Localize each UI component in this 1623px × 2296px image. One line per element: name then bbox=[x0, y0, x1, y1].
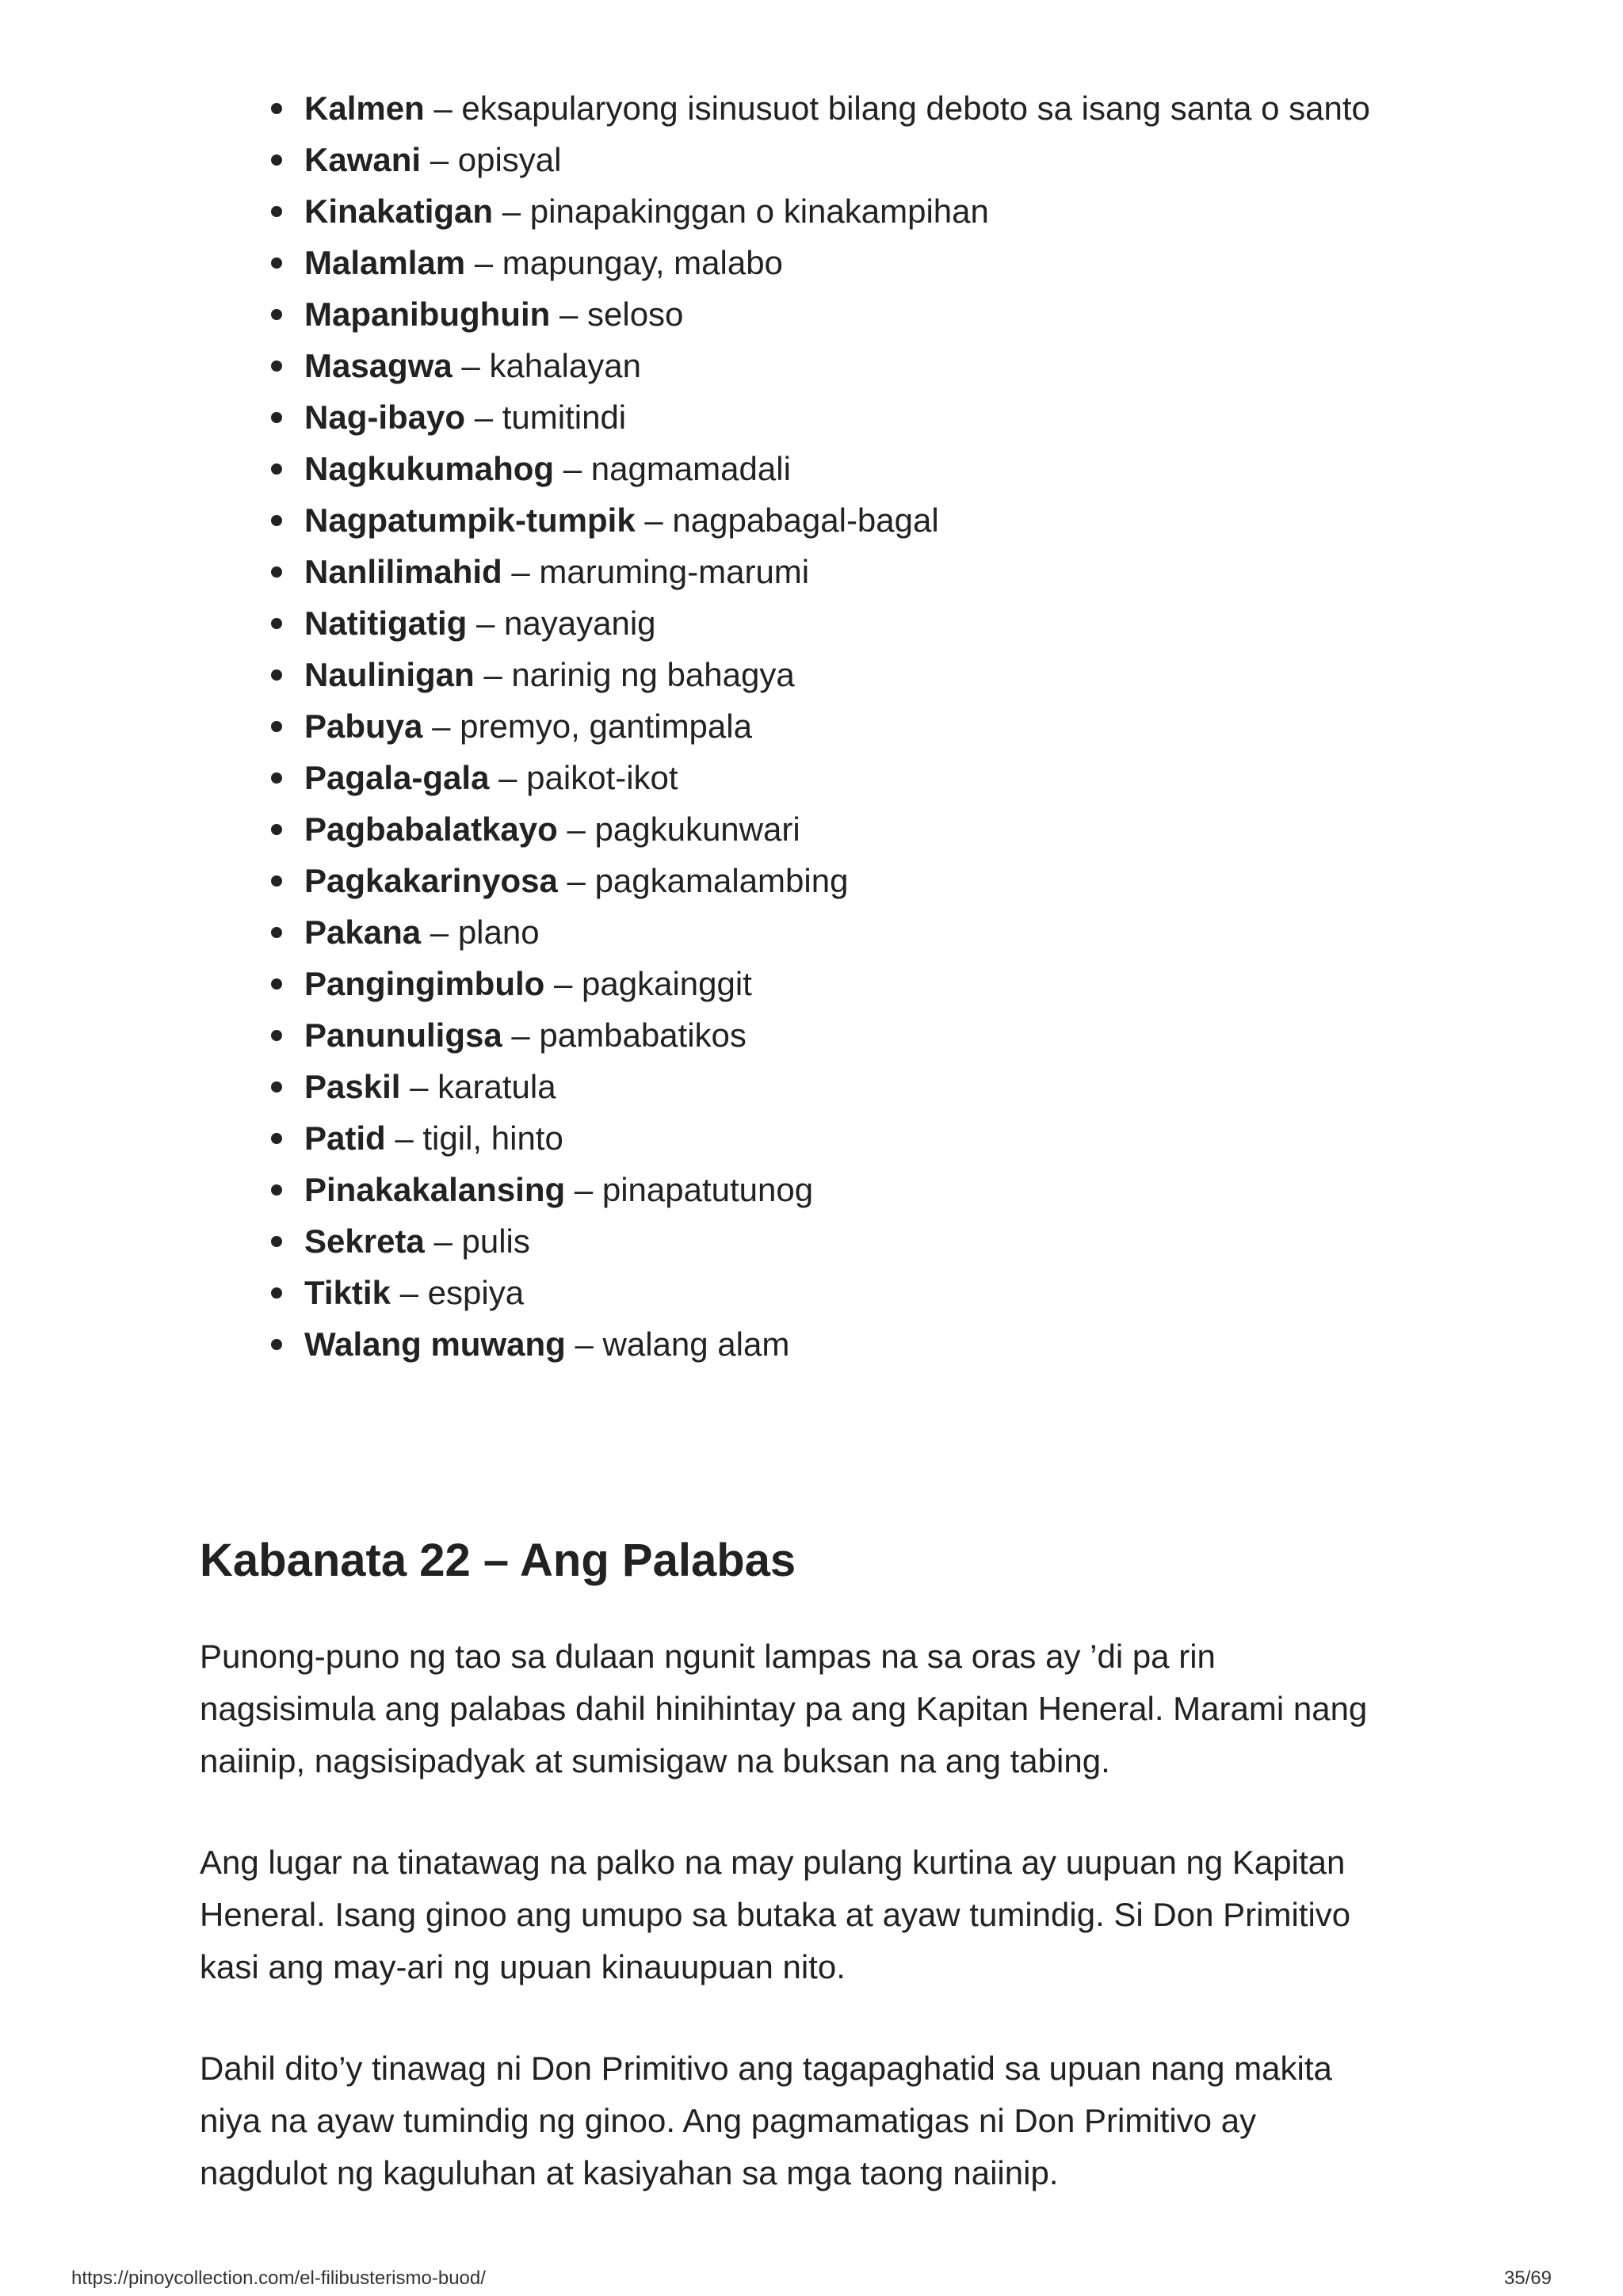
page-number: 35/69 bbox=[1503, 2267, 1552, 2289]
separator: – bbox=[385, 1119, 423, 1157]
separator: – bbox=[502, 553, 540, 590]
bullet-icon bbox=[271, 257, 282, 269]
bullet-icon bbox=[271, 1184, 282, 1196]
bullet-icon bbox=[271, 618, 282, 629]
bullet-icon bbox=[271, 824, 282, 835]
glossary-definition: narinig ng bahagya bbox=[511, 656, 795, 693]
separator: – bbox=[557, 862, 595, 899]
glossary-term: Natitigatig bbox=[304, 605, 468, 642]
glossary-item bbox=[262, 1009, 1450, 1061]
glossary-definition: seloso bbox=[587, 296, 684, 333]
glossary-term: Nanlilimahid bbox=[304, 553, 502, 590]
bullet-icon bbox=[271, 515, 282, 526]
glossary-definition: pinapakinggan o kinakampihan bbox=[529, 193, 989, 230]
glossary-definition: pagkamalambing bbox=[594, 862, 849, 899]
bullet-icon bbox=[271, 360, 282, 372]
bullet-icon bbox=[271, 309, 282, 320]
glossary-item bbox=[262, 597, 1450, 649]
glossary-item bbox=[262, 82, 1450, 134]
bullet-icon bbox=[271, 1030, 282, 1041]
bullet-icon bbox=[271, 103, 282, 114]
separator: – bbox=[474, 656, 512, 693]
glossary-term: Nag-ibayo bbox=[304, 399, 466, 436]
glossary-definition: eksapularyong isinusuot bilang deboto sa isang santa o santo bbox=[461, 90, 1370, 127]
separator: – bbox=[452, 347, 490, 384]
glossary-definition: tumitindi bbox=[502, 399, 627, 436]
glossary-term: Kalmen bbox=[304, 90, 425, 127]
separator: – bbox=[554, 450, 591, 487]
glossary-item bbox=[262, 803, 1450, 855]
separator: – bbox=[465, 244, 502, 281]
glossary-item bbox=[262, 391, 1450, 443]
paragraph-line: nagdulot ng kaguluhan at kasiyahan sa mga taong naiinip. bbox=[200, 2154, 1059, 2191]
bullet-icon bbox=[271, 154, 282, 166]
glossary-definition: nagpabagal-bagal bbox=[672, 502, 939, 539]
paragraph-line: naiinip, nagsisipadyak at sumisigaw na buksan na ang tabing. bbox=[200, 1742, 1110, 1779]
section-heading: Kabanata 22 – Ang Palabas bbox=[200, 1535, 796, 1586]
bullet-icon bbox=[271, 1133, 282, 1144]
glossary-term: Nagpatumpik-tumpik bbox=[304, 502, 636, 539]
glossary-term: Pagbabalatkayo bbox=[304, 810, 558, 848]
separator: – bbox=[565, 1171, 602, 1208]
glossary-definition: premyo, gantimpala bbox=[460, 707, 752, 745]
glossary-item bbox=[262, 958, 1450, 1009]
glossary-item bbox=[262, 288, 1450, 340]
bullet-icon bbox=[271, 206, 282, 217]
glossary-term: Naulinigan bbox=[304, 656, 475, 693]
glossary-item bbox=[262, 855, 1450, 906]
glossary-item bbox=[262, 134, 1450, 185]
glossary-definition: espiya bbox=[427, 1274, 525, 1311]
glossary-term: Pakana bbox=[304, 913, 422, 951]
glossary-item bbox=[262, 546, 1450, 597]
glossary-item bbox=[262, 752, 1450, 803]
glossary-term: Pangingimbulo bbox=[304, 965, 545, 1002]
bullet-icon bbox=[271, 1081, 282, 1093]
paragraph-line: nagsisimula ang palabas dahil hinihintay pa ang Kapitan Heneral. Marami nang bbox=[200, 1690, 1368, 1727]
separator: – bbox=[502, 1016, 540, 1054]
glossary-term: Malamlam bbox=[304, 244, 466, 281]
glossary-item bbox=[262, 649, 1450, 700]
bullet-icon bbox=[271, 927, 282, 938]
glossary-term: Masagwa bbox=[304, 347, 453, 384]
bullet-icon bbox=[271, 772, 282, 784]
glossary-definition: pagkukunwari bbox=[594, 810, 800, 848]
glossary-definition: nagmamadali bbox=[590, 450, 791, 487]
glossary-term: Walang muwang bbox=[304, 1325, 566, 1363]
glossary-term: Tiktik bbox=[304, 1274, 391, 1311]
bullet-icon bbox=[271, 566, 282, 578]
separator: – bbox=[400, 1068, 438, 1105]
glossary-definition: pulis bbox=[461, 1222, 530, 1260]
separator: – bbox=[421, 141, 458, 178]
glossary-definition: plano bbox=[457, 913, 540, 951]
glossary-definition: pinapatutunog bbox=[601, 1171, 814, 1208]
bullet-icon bbox=[271, 1339, 282, 1350]
bullet-icon bbox=[271, 875, 282, 887]
separator: – bbox=[489, 759, 527, 796]
bullet-icon bbox=[271, 669, 282, 681]
separator: – bbox=[557, 810, 595, 848]
glossary-definition: paikot-ikot bbox=[526, 759, 678, 796]
glossary-definition: walang alam bbox=[602, 1325, 790, 1363]
paragraph-line: Heneral. Isang ginoo ang umupo sa butaka at ayaw tumindig. Si Don Primitivo bbox=[200, 1896, 1351, 1933]
separator: – bbox=[390, 1274, 428, 1311]
glossary-term: Mapanibughuin bbox=[304, 296, 551, 333]
separator: – bbox=[424, 1222, 462, 1260]
glossary-item bbox=[262, 1267, 1450, 1318]
glossary-term: Pinakakalansing bbox=[304, 1171, 566, 1208]
bullet-icon bbox=[271, 1236, 282, 1247]
glossary-term: Nagkukumahog bbox=[304, 450, 555, 487]
separator: – bbox=[635, 502, 673, 539]
bullet-icon bbox=[271, 978, 282, 990]
bullet-icon bbox=[271, 412, 282, 423]
separator: – bbox=[424, 90, 462, 127]
separator: – bbox=[465, 399, 502, 436]
glossary-item bbox=[262, 185, 1450, 237]
bullet-icon bbox=[271, 721, 282, 732]
glossary-term: Kawani bbox=[304, 141, 422, 178]
separator: – bbox=[544, 965, 582, 1002]
glossary-item bbox=[262, 1215, 1450, 1267]
paragraph bbox=[200, 2042, 1436, 2199]
glossary-item bbox=[262, 700, 1450, 752]
paragraph-line: niya na ayaw tumindig ng ginoo. Ang pagmamatigas ni Don Primitivo ay bbox=[200, 2102, 1257, 2139]
glossary-item bbox=[262, 443, 1450, 494]
glossary-definition: kahalayan bbox=[489, 347, 641, 384]
separator: – bbox=[565, 1325, 603, 1363]
glossary-term: Paskil bbox=[304, 1068, 401, 1105]
glossary-item bbox=[262, 1318, 1450, 1370]
glossary-item bbox=[262, 494, 1450, 546]
bullet-icon bbox=[271, 1287, 282, 1299]
glossary-term: Panunuligsa bbox=[304, 1016, 502, 1054]
glossary-item bbox=[262, 237, 1450, 288]
glossary-definition: nayayanig bbox=[504, 605, 656, 642]
glossary-definition: opisyal bbox=[457, 141, 562, 178]
paragraph-line: Punong-puno ng tao sa dulaan ngunit lampas na sa oras ay ’di pa rin bbox=[200, 1638, 1216, 1675]
glossary-definition: pagkainggit bbox=[582, 965, 752, 1002]
glossary-definition: pambabatikos bbox=[539, 1016, 747, 1054]
glossary-term: Kinakatigan bbox=[304, 193, 494, 230]
glossary-item bbox=[262, 340, 1450, 391]
separator: – bbox=[550, 296, 587, 333]
paragraph-line: Ang lugar na tinatawag na palko na may pulang kurtina ay uupuan ng Kapitan bbox=[200, 1844, 1346, 1881]
separator: – bbox=[467, 605, 505, 642]
bullet-icon bbox=[271, 463, 282, 475]
paragraph bbox=[200, 1836, 1436, 1993]
glossary-definition: maruming-marumi bbox=[539, 553, 810, 590]
glossary-list bbox=[262, 82, 1450, 1370]
glossary-definition: tigil, hinto bbox=[422, 1119, 563, 1157]
glossary-item bbox=[262, 906, 1450, 958]
footer-url: https://pinoycollection.com/el-filibusterismo-buod/ bbox=[71, 2267, 486, 2289]
separator: – bbox=[422, 707, 460, 745]
glossary-term: Sekreta bbox=[304, 1222, 425, 1260]
glossary-term: Pabuya bbox=[304, 707, 423, 745]
separator: – bbox=[421, 913, 458, 951]
separator: – bbox=[493, 193, 530, 230]
glossary-item bbox=[262, 1164, 1450, 1215]
glossary-term: Pagala-gala bbox=[304, 759, 490, 796]
glossary-item bbox=[262, 1061, 1450, 1112]
glossary-term: Pagkakarinyosa bbox=[304, 862, 558, 899]
glossary-definition: mapungay, malabo bbox=[502, 244, 783, 281]
paragraph-line: kasi ang may-ari ng upuan kinauupuan nito. bbox=[200, 1948, 846, 1985]
glossary-term: Patid bbox=[304, 1119, 386, 1157]
glossary-item bbox=[262, 1112, 1450, 1164]
glossary-definition: karatula bbox=[437, 1068, 556, 1105]
paragraph bbox=[200, 1630, 1436, 1787]
paragraph-line: Dahil dito’y tinawag ni Don Primitivo ang tagapaghatid sa upuan nang makita bbox=[200, 2050, 1332, 2087]
